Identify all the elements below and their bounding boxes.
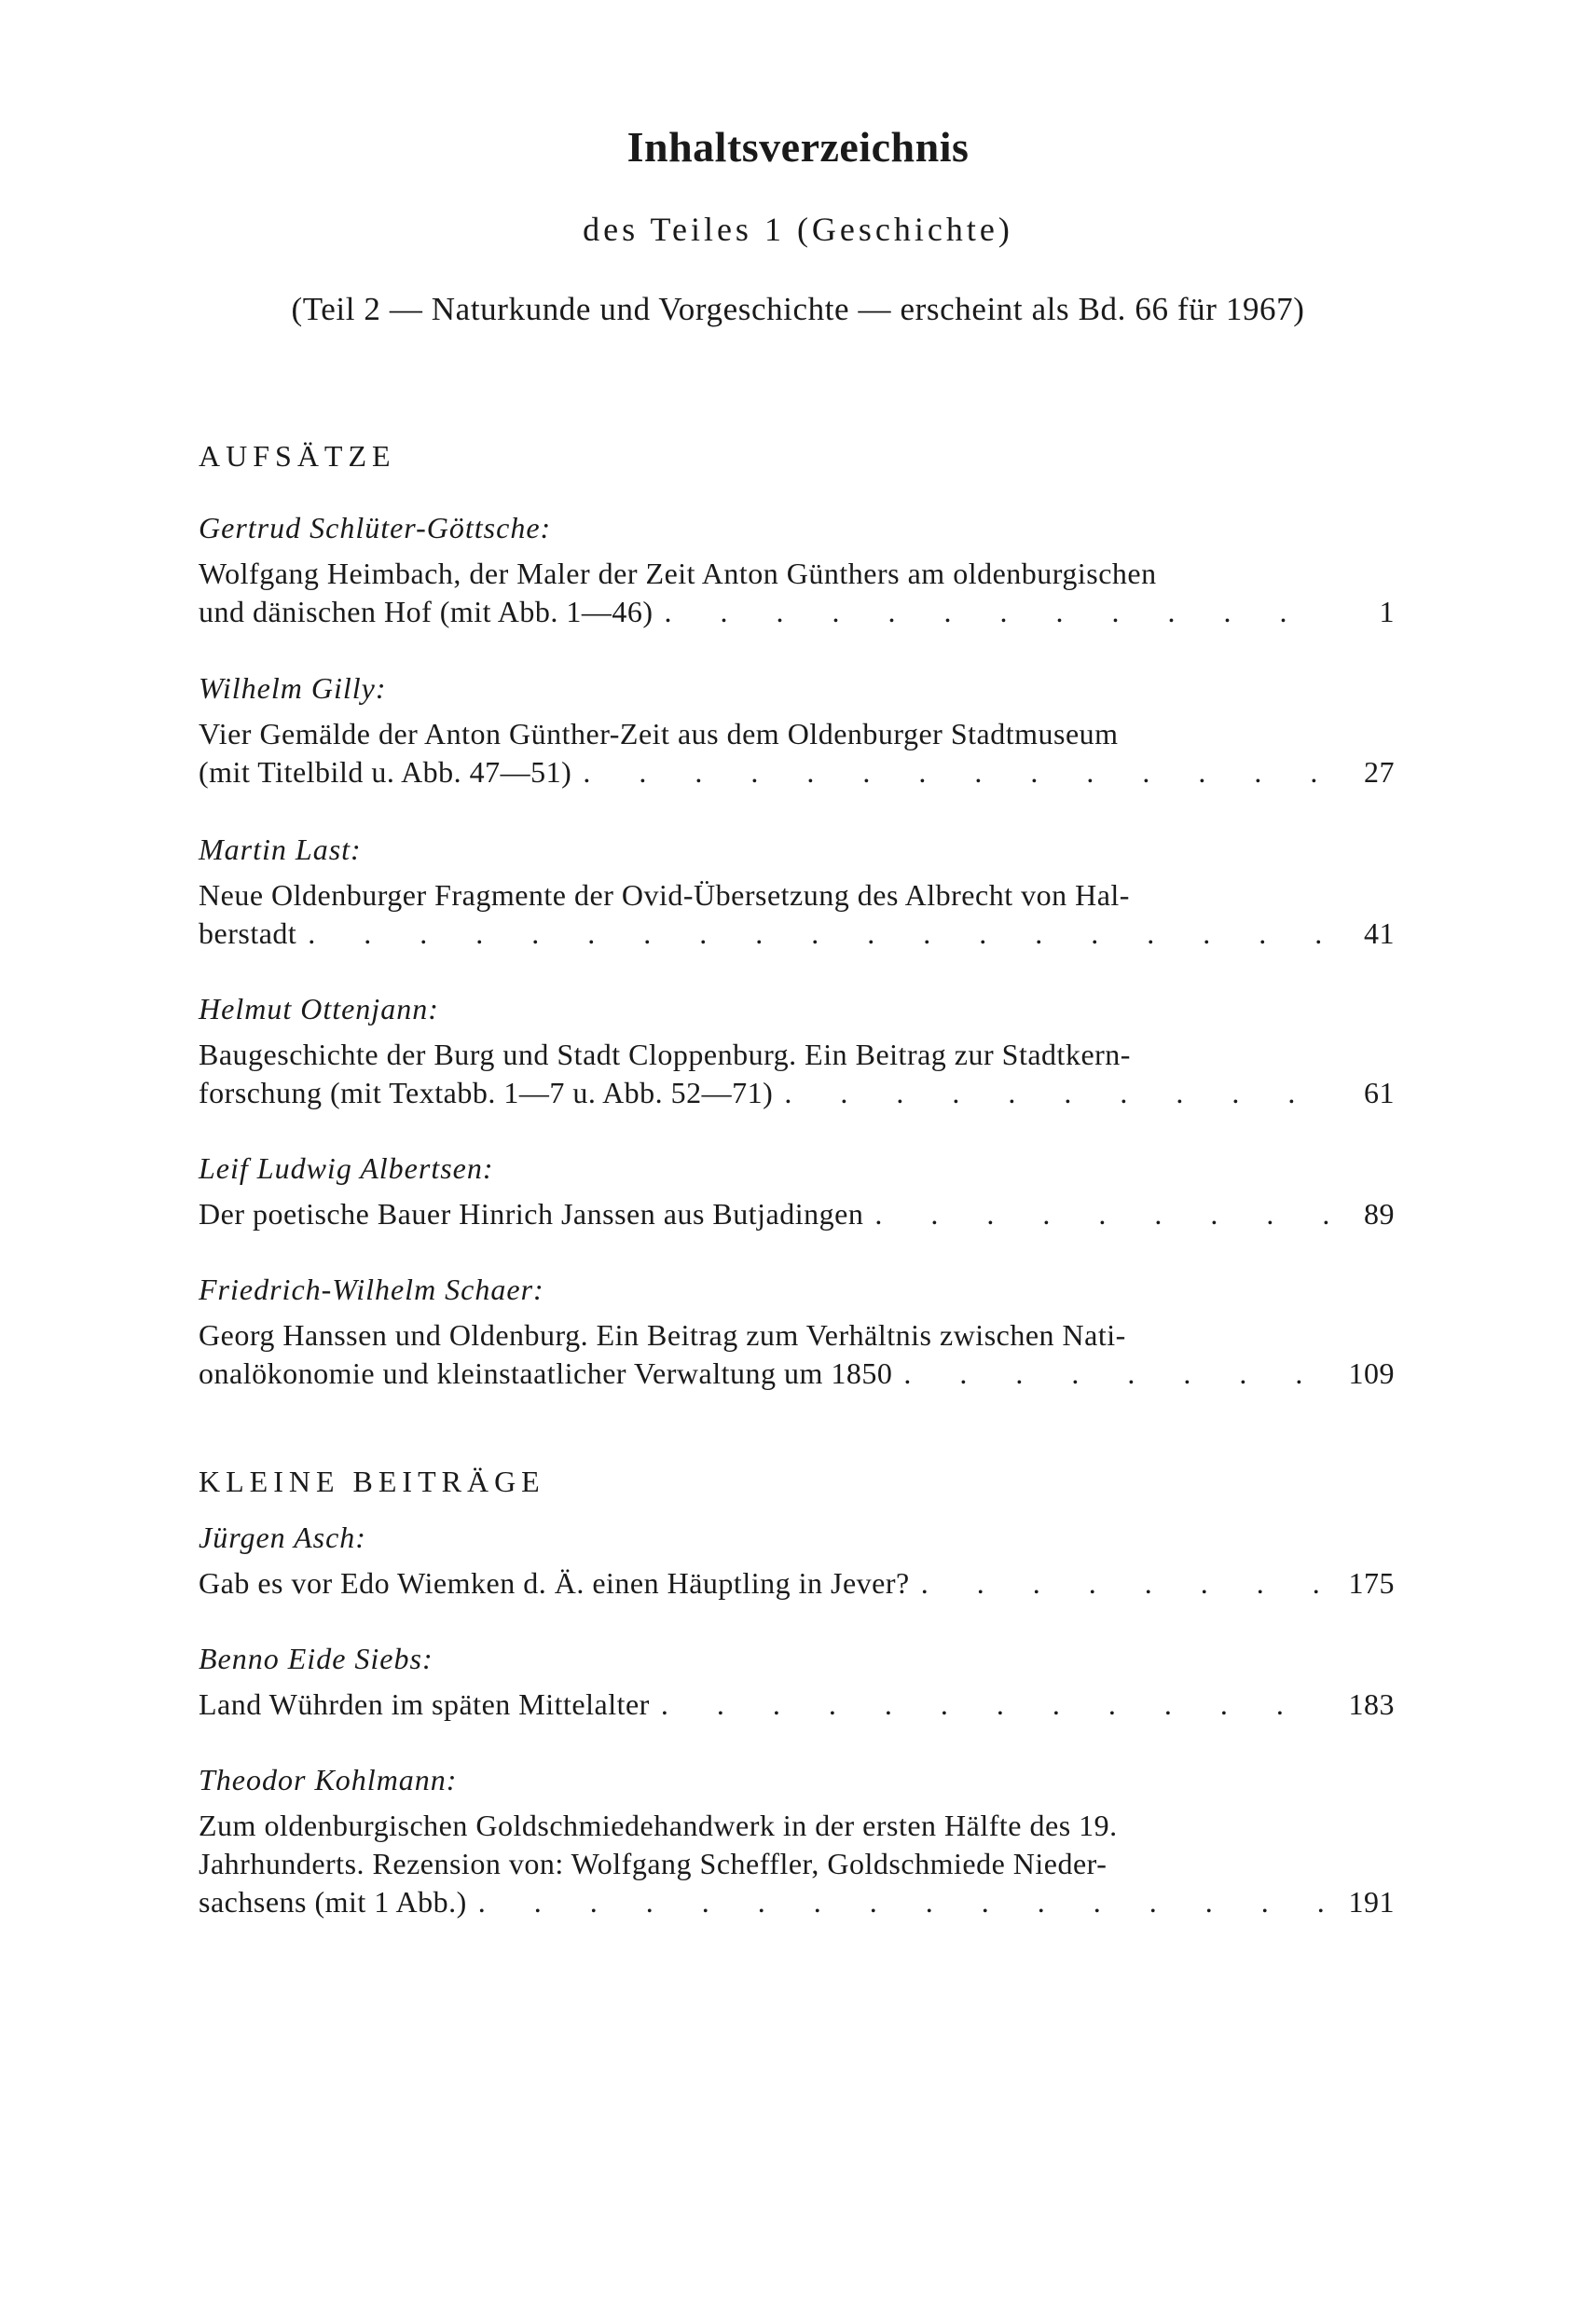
- page-number: 191: [1348, 1885, 1395, 1919]
- toc-entry: [199, 1639, 1395, 1724]
- page-number: 1: [1379, 595, 1395, 628]
- page-number: 109: [1348, 1356, 1395, 1390]
- entry-title-line: und dänischen Hof (mit Abb. 1—46): [199, 595, 654, 628]
- page-number: 89: [1364, 1197, 1395, 1231]
- entry-title-line: forschung (mit Textabb. 1—7 u. Abb. 52—71): [199, 1076, 774, 1109]
- toc-entry: [199, 1149, 1395, 1233]
- entry-author: Helmut Ottenjann:: [199, 992, 439, 1025]
- leader-dots: [583, 753, 1329, 791]
- entry-final-line: [199, 753, 1395, 791]
- toc-entry: [199, 1270, 1395, 1393]
- page-title: Inhaltsverzeichnis: [626, 123, 970, 171]
- entry-final-line: [199, 1355, 1395, 1393]
- entry-final-line: [199, 1564, 1395, 1603]
- entry-title-line: Der poetische Bauer Hinrich Janssen aus Butjadingen: [199, 1197, 864, 1231]
- toc-entry: [199, 989, 1395, 1112]
- entry-title-line: Vier Gemälde der Anton Günther-Zeit aus dem Oldenburger Stadtmuseum: [199, 717, 1119, 750]
- toc-entry: [199, 668, 1395, 791]
- entry-title-line: Neue Oldenburger Fragmente der Ovid-Übersetzung des Albrecht von Hal-: [199, 878, 1130, 912]
- entry-title-line: Zum oldenburgischen Goldschmiedehandwerk in der ersten Hälfte des 19.: [199, 1809, 1118, 1842]
- entry-author: Martin Last:: [199, 833, 362, 866]
- toc-entry: [199, 1518, 1395, 1603]
- leader-dots: [784, 1074, 1329, 1112]
- entry-title-line: Baugeschichte der Burg und Stadt Cloppenburg. Ein Beitrag zur Stadtkern-: [199, 1038, 1131, 1071]
- leader-dots: [921, 1564, 1329, 1603]
- toc-entry: [199, 508, 1395, 631]
- entry-title-line: Gab es vor Edo Wiemken d. Ä. einen Häuptling in Jever?: [199, 1566, 910, 1600]
- entry-author: Friedrich-Wilhelm Schaer:: [199, 1273, 544, 1306]
- section-heading-kleine-beitraege: KLEINE BEITRÄGE: [199, 1465, 545, 1498]
- page-number: 27: [1364, 755, 1395, 789]
- leader-dots: [308, 915, 1329, 953]
- entry-author: Gertrud Schlüter-Göttsche:: [199, 511, 552, 544]
- volume-note: (Teil 2 — Naturkunde und Vorgeschichte — erscheint als Bd. 66 für 1967): [291, 291, 1305, 327]
- entry-author: Leif Ludwig Albertsen:: [199, 1151, 494, 1185]
- leader-dots: [874, 1195, 1329, 1233]
- entry-title-line: sachsens (mit 1 Abb.): [199, 1885, 467, 1919]
- entry-title-line: berstadt: [199, 916, 297, 950]
- leader-dots: [903, 1355, 1329, 1393]
- toc-entry: [199, 830, 1395, 953]
- leader-dots: [661, 1686, 1329, 1724]
- entry-title-line: Georg Hanssen und Oldenburg. Ein Beitrag zum Verhältnis zwischen Nati-: [199, 1318, 1126, 1352]
- entry-final-line: [199, 1195, 1395, 1233]
- entry-author: Theodor Kohlmann:: [199, 1763, 458, 1796]
- page-number: 175: [1348, 1566, 1395, 1600]
- entry-title-line: onalökonomie und kleinstaatlicher Verwaltung um 1850: [199, 1356, 893, 1390]
- entry-author: Benno Eide Siebs:: [199, 1642, 433, 1675]
- entry-author: Wilhelm Gilly:: [199, 671, 387, 705]
- entry-title-line: Land Wührden im späten Mittelalter: [199, 1687, 650, 1721]
- leader-dots: [478, 1883, 1329, 1921]
- entry-final-line: [199, 593, 1395, 631]
- page-subtitle: des Teiles 1 (Geschichte): [583, 211, 1013, 248]
- entry-title-line: (mit Titelbild u. Abb. 47—51): [199, 755, 572, 789]
- entry-title-line: Jahrhunderts. Rezension von: Wolfgang Scheffler, Goldschmiede Nieder-: [199, 1847, 1108, 1880]
- page-number: 41: [1364, 916, 1395, 950]
- entry-title-line: Wolfgang Heimbach, der Maler der Zeit Anton Günthers am oldenburgischen: [199, 557, 1157, 590]
- page-number: 183: [1348, 1687, 1395, 1721]
- section-heading-aufsaetze: AUFSÄTZE: [199, 439, 396, 473]
- entry-final-line: [199, 1686, 1395, 1724]
- entry-final-line: [199, 1074, 1395, 1112]
- page-number: 61: [1364, 1076, 1395, 1109]
- toc-entry: [199, 1760, 1395, 1921]
- entry-final-line: [199, 1883, 1395, 1921]
- entry-final-line: [199, 915, 1395, 953]
- entry-author: Jürgen Asch:: [199, 1521, 366, 1554]
- leader-dots: [665, 593, 1329, 631]
